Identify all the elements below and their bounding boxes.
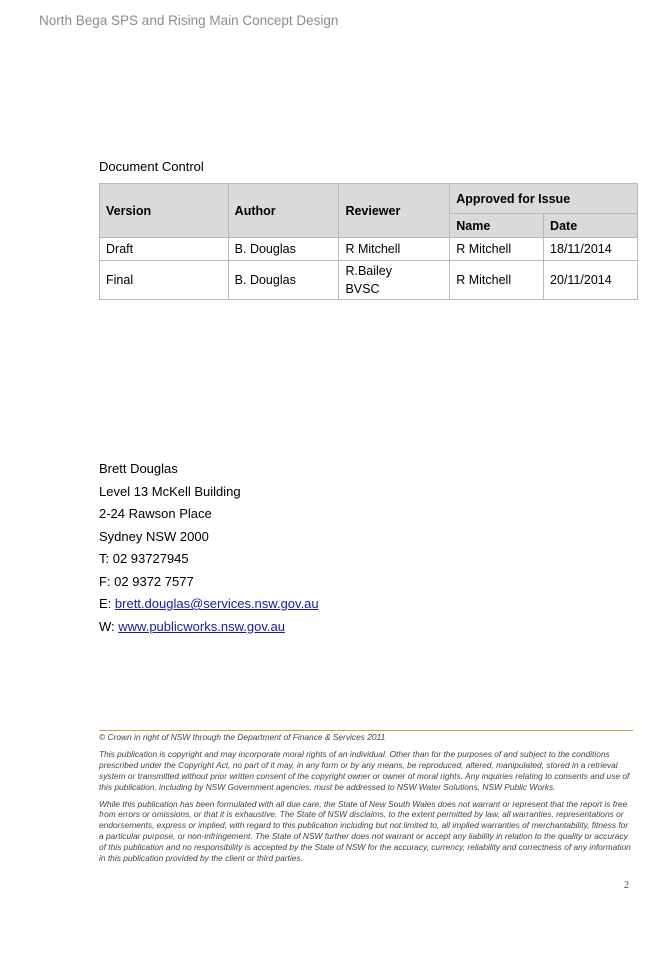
cell-version: Draft [100,238,229,261]
page-number: 2 [624,880,629,891]
column-header-approved-for-issue: Approved for Issue [450,184,638,214]
web-link[interactable]: www.publicworks.nsw.gov.au [118,618,285,634]
web-prefix: W: [99,618,119,634]
contact-email-line [99,593,319,616]
copyright-notice: © Crown in right of NSW through the Department of Finance & Services 2011 [99,732,386,742]
reviewer-line: R Mitchell [345,242,401,256]
table-row [100,238,638,261]
contact-block [99,458,319,638]
page-header-title: North Bega SPS and Rising Main Concept Design [39,13,339,28]
reviewer-line: BVSC [345,282,380,296]
contact-phone: T: 02 93727945 [99,551,189,566]
contact-address-line: Level 13 McKell Building [99,483,241,499]
cell-name: R Mitchell [450,238,544,261]
table-row [100,261,638,300]
cell-reviewer [339,261,450,300]
reviewer-line: R.Bailey [345,264,392,278]
document-control-heading: Document Control [99,159,204,174]
footer-disclaimer [99,732,633,870]
contact-address-line: Sydney NSW 2000 [99,528,209,544]
contact-web-line [99,616,319,639]
column-header-date: Date [544,214,638,238]
cell-name: R Mitchell [450,261,544,300]
disclaimer-paragraph: While this publication has been formulated with all due care, the State of New South Wales does not warrant or represent that the report is free from errors or omissions, or that it is exhaustive. The State of NSW disclaims, to the extent permitted by law, all warranties, representations or endorsements, express or implied, with regard to this publication including but not limited to, all implied warranties of merchantability, fitness for a particular purpose, or non-infringement. The State of NSW further does not warrant or accept any liability in relation to the quality or accuracy of this publication and no responsibility is accepted by the State of NSW for the accuracy, currency, reliability and correctness of any information in this publication provided by the client or third parties. [99,798,631,864]
footer-divider [99,730,633,731]
column-header-reviewer: Reviewer [339,184,450,238]
email-prefix: E: [99,596,115,611]
cell-reviewer [339,238,450,261]
document-control-table [99,183,638,300]
column-header-author: Author [228,184,339,238]
cell-version: Final [100,261,229,300]
cell-author: B. Douglas [228,238,339,261]
contact-name: Brett Douglas [99,461,178,476]
contact-address-line: 2-24 Rawson Place [99,506,212,521]
column-header-name: Name [450,214,544,238]
column-header-version: Version [100,184,229,238]
email-link[interactable]: brett.douglas@services.nsw.gov.au [114,596,319,611]
copyright-paragraph: This publication is copyright and may incorporate moral rights of an individual. Other than for the purposes of and subject to the conditions prescribed under the Copyright Act, no part of it may, in any form or by any means, be reproduced, altered, manipulated, stored in a retrieval system or transmitted without prior written consent of the copyright owner or owner of moral rights. Any inquiries relating to consents and use of this publication, including by NSW Government agencies, must be addressed to NSW Water Solutions, NSW Public Works. [99,748,630,792]
cell-date: 20/11/2014 [544,261,638,300]
cell-author: B. Douglas [228,261,339,300]
cell-date: 18/11/2014 [544,238,638,261]
contact-fax: F: 02 9372 7577 [99,573,194,589]
